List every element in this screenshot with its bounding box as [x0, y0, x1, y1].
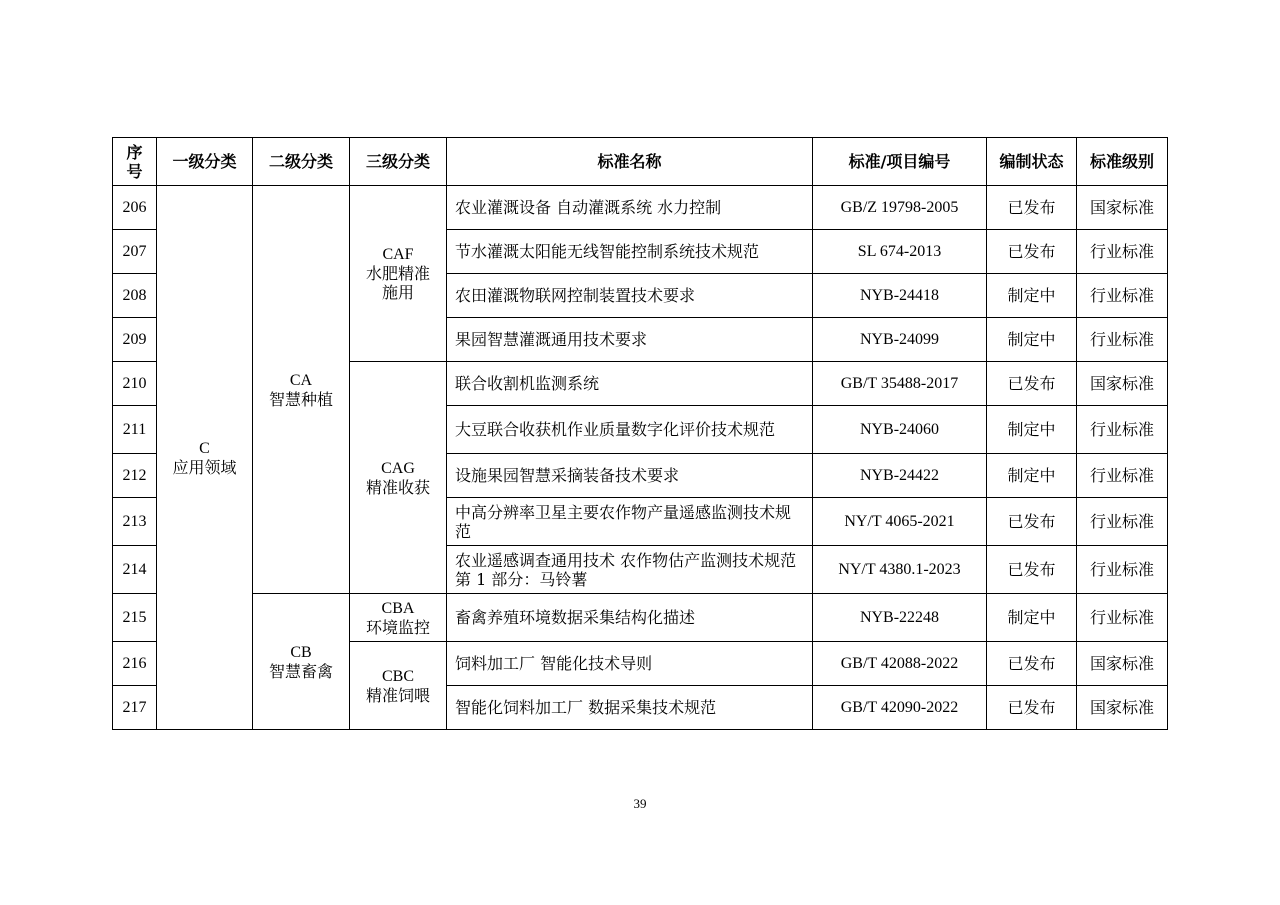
- row-code: NY/T 4380.1-2023: [813, 546, 987, 594]
- group-caf: [350, 186, 447, 362]
- row-status: 已发布: [987, 230, 1077, 274]
- subcategory-code: CB: [290, 643, 312, 661]
- row-name: 智能化饲料加工厂 数据采集技术规范: [447, 686, 813, 730]
- row-status: 制定中: [987, 406, 1077, 454]
- group-code: CAF: [382, 246, 414, 263]
- row-seq: 206: [113, 186, 157, 230]
- row-status: 制定中: [987, 594, 1077, 642]
- row-name: 农业灌溉设备 自动灌溉系统 水力控制: [447, 186, 813, 230]
- category-c: [157, 186, 253, 730]
- header-level1: 一级分类: [157, 138, 253, 186]
- header-level2: 二级分类: [253, 138, 350, 186]
- row-level: 行业标准: [1077, 594, 1168, 642]
- header-level: 标准级别: [1077, 138, 1168, 186]
- row-name: 农业遥感调查通用技术 农作物估产监测技术规范 第 1 部分：马铃薯: [447, 546, 813, 594]
- row-level: 国家标准: [1077, 186, 1168, 230]
- subcategory-name: 智慧畜禽: [268, 661, 333, 681]
- row-level: 行业标准: [1077, 546, 1168, 594]
- page-number: 39: [633, 796, 647, 811]
- subcategory-cb: [253, 594, 350, 730]
- row-name: 畜禽养殖环境数据采集结构化描述: [447, 594, 813, 642]
- row-status: 已发布: [987, 642, 1077, 686]
- row-name: 节水灌溉太阳能无线智能控制系统技术规范: [447, 230, 813, 274]
- header-level3: 三级分类: [350, 138, 447, 186]
- header-row: [113, 138, 1168, 186]
- row-level: 行业标准: [1077, 454, 1168, 498]
- row-code: NYB-24060: [813, 406, 987, 454]
- group-cag: [350, 362, 447, 594]
- table-row: [113, 594, 1168, 642]
- row-status: 制定中: [987, 274, 1077, 318]
- group-code: CBC: [381, 667, 414, 685]
- row-status: 已发布: [987, 686, 1077, 730]
- group-code: CBA: [381, 599, 415, 617]
- row-status: 已发布: [987, 362, 1077, 406]
- subcategory-ca: [253, 186, 350, 594]
- row-seq: 213: [113, 498, 157, 546]
- row-code: NYB-24099: [813, 318, 987, 362]
- row-seq: 210: [113, 362, 157, 406]
- subcategory-code: CA: [289, 371, 313, 389]
- row-name: 设施果园智慧采摘装备技术要求: [447, 454, 813, 498]
- row-seq: 211: [113, 406, 157, 454]
- row-code: NY/T 4065-2021: [813, 498, 987, 546]
- header-status: 编制状态: [987, 138, 1077, 186]
- row-name: 饲料加工厂 智能化技术导则: [447, 642, 813, 686]
- row-level: 行业标准: [1077, 274, 1168, 318]
- row-code: GB/T 42090-2022: [813, 686, 987, 730]
- row-code: SL 674-2013: [813, 230, 987, 274]
- header-name: 标准名称: [447, 138, 813, 186]
- row-seq: 207: [113, 230, 157, 274]
- table-row: [113, 186, 1168, 230]
- row-code: GB/T 42088-2022: [813, 642, 987, 686]
- row-name: 中高分辨率卫星主要农作物产量遥感监测技术规范: [447, 498, 813, 546]
- row-status: 制定中: [987, 454, 1077, 498]
- row-name: 大豆联合收获机作业质量数字化评价技术规范: [447, 406, 813, 454]
- row-name: 果园智慧灌溉通用技术要求: [447, 318, 813, 362]
- group-cba: [350, 594, 447, 642]
- row-seq: 209: [113, 318, 157, 362]
- subcategory-name: 智慧种植: [268, 389, 333, 409]
- row-seq: 215: [113, 594, 157, 642]
- group-cbc: [350, 642, 447, 730]
- row-seq: 212: [113, 454, 157, 498]
- group-name: 精准收获: [365, 477, 430, 497]
- header-seq: 序号: [113, 138, 157, 186]
- header-code: 标准/项目编号: [813, 138, 987, 186]
- row-level: 国家标准: [1077, 362, 1168, 406]
- row-name: 联合收割机监测系统: [447, 362, 813, 406]
- category-name: 应用领域: [172, 457, 237, 477]
- row-seq: 216: [113, 642, 157, 686]
- row-status: 已发布: [987, 546, 1077, 594]
- category-code: C: [199, 439, 210, 457]
- row-status: 已发布: [987, 186, 1077, 230]
- group-name: 精准饲喂: [365, 685, 430, 705]
- row-level: 行业标准: [1077, 406, 1168, 454]
- row-level: 行业标准: [1077, 230, 1168, 274]
- group-code: CAG: [381, 459, 415, 477]
- standards-table: [112, 137, 1168, 730]
- row-status: 已发布: [987, 498, 1077, 546]
- row-name: 农田灌溉物联网控制装置技术要求: [447, 274, 813, 318]
- group-name: 水肥精准施用: [365, 264, 430, 302]
- row-code: GB/Z 19798-2005: [813, 186, 987, 230]
- row-seq: 217: [113, 686, 157, 730]
- row-level: 行业标准: [1077, 318, 1168, 362]
- row-seq: 214: [113, 546, 157, 594]
- row-code: NYB-24422: [813, 454, 987, 498]
- row-code: GB/T 35488-2017: [813, 362, 987, 406]
- row-code: NYB-22248: [813, 594, 987, 642]
- group-name: 环境监控: [365, 617, 430, 637]
- row-status: 制定中: [987, 318, 1077, 362]
- row-level: 国家标准: [1077, 642, 1168, 686]
- row-code: NYB-24418: [813, 274, 987, 318]
- row-level: 国家标准: [1077, 686, 1168, 730]
- row-seq: 208: [113, 274, 157, 318]
- row-level: 行业标准: [1077, 498, 1168, 546]
